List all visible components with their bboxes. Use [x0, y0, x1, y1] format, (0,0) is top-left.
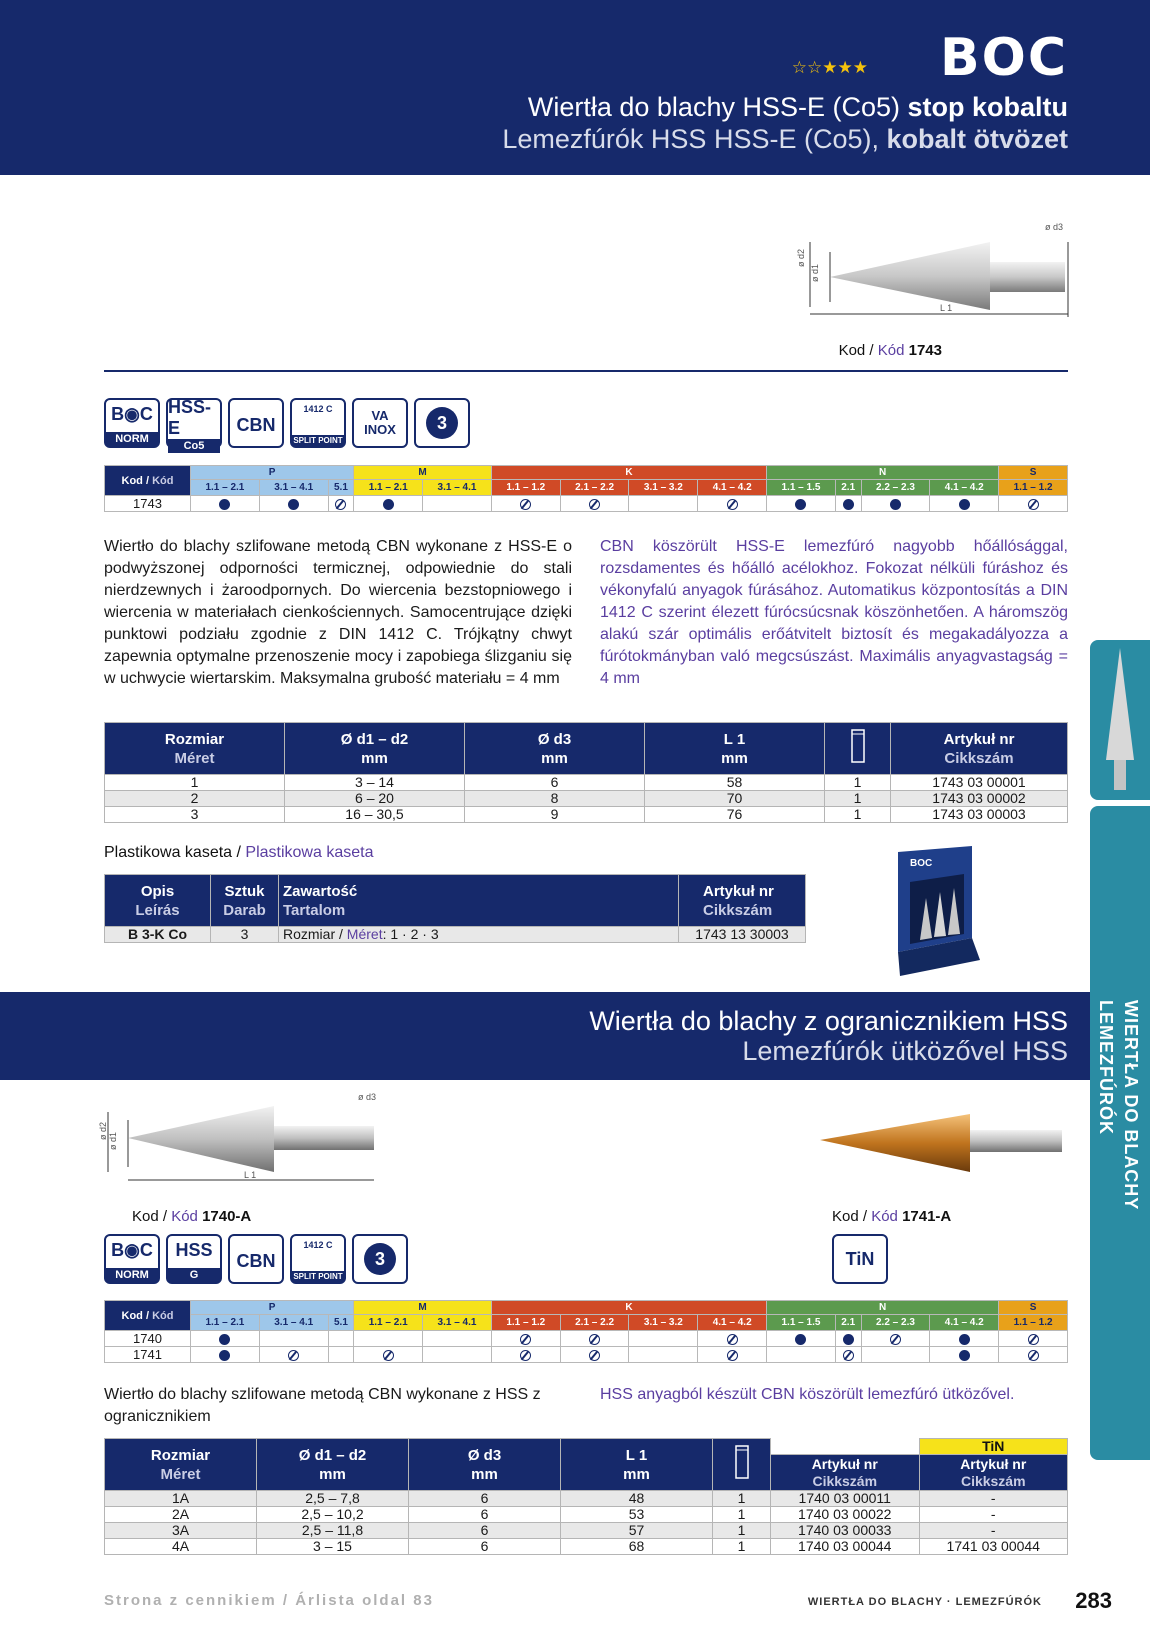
partial-suitability-icon	[589, 1350, 600, 1361]
full-suitability-icon	[959, 1334, 970, 1345]
partial-suitability-icon	[1028, 1350, 1039, 1361]
table-row: 1 3 – 14 6 58 1 1743 03 00001	[105, 775, 1068, 791]
package-icon	[825, 723, 891, 775]
partial-suitability-icon	[843, 1350, 854, 1361]
size-table-1743: Rozmiar Méret Ø d1 – d2 mm Ø d3 mm L 1 mm Artykuł nr Cikkszám 1 3 – 14 6 58 1 1743 03 00001 2 6 – 20 8 70 1 1743 03 00002 3 16 – 30,5 9 76 1 1743 03 00003	[104, 722, 1068, 823]
svg-text:ø d3: ø d3	[358, 1092, 377, 1102]
boc-norm-badge: B◉C NORM	[104, 398, 160, 448]
section2-title-hu: Lemezfúrók ütközővel HSS	[742, 1036, 1068, 1066]
material-table-1743: Kod / Kód P M K N S 1.1 – 2.1 3.1 – 4.1 5.1 1.1 – 2.1 3.1 – 4.1 1.1 – 1.2 2.1 – 2.2 3.1 – 3.2 4.1 – 4.2 1.1 – 1.5 2.1 2.2 – 2.3 4.1 – 4.2 1.1 – 1.2 1743	[104, 465, 1068, 512]
partial-suitability-icon	[520, 1350, 531, 1361]
table-row: 3 16 – 30,5 9 76 1 1743 03 00003	[105, 807, 1068, 823]
partial-suitability-icon	[727, 499, 738, 510]
partial-suitability-icon	[589, 499, 600, 510]
svg-text:ø d1: ø d1	[108, 1131, 118, 1150]
kaseta-table: Opis Leírás Sztuk Darab Zawartość Tartalom Artykuł nr Cikkszám B 3-K Co 3 Rozmiar / Méret: 1 · 2 · 3 1743 13 30003	[104, 874, 806, 943]
size-table-1740: Rozmiar Méret Ø d1 – d2 mm Ø d3 mm L 1 mm TiN Artykuł nr Cikkszám Artykuł nr Cikkszám 1A 2,5 – 7,8 6 48 1 1740 03 00011 - 2A 2,5 – 10,2 6 53 1 1740 03 00022 - 3A 2,5 – 11,8 6 57 1 1740 03 00033 - 4A 3 – 15 6 68 1 1740 03 00044 1741 03 00044	[104, 1438, 1068, 1555]
partial-suitability-icon	[288, 1350, 299, 1361]
partial-suitability-icon	[589, 1334, 600, 1345]
material-table-1740-1741: Kod / Kód P M K N S 1.1 – 2.1 3.1 – 4.1 5.1 1.1 – 2.1 3.1 – 4.1 1.1 – 1.2 2.1 – 2.2 3.1 – 3.2 4.1 – 4.2 1.1 – 1.5 2.1 2.2 – 2.3 4.1 – 4.2 1.1 – 1.2 1740 1741	[104, 1300, 1068, 1363]
table-row: B 3-K Co 3 Rozmiar / Méret: 1 · 2 · 3 1743 13 30003	[105, 927, 806, 943]
table-row: 2A 2,5 – 10,2 6 53 1 1740 03 00022 -	[105, 1507, 1068, 1523]
partial-suitability-icon	[520, 1334, 531, 1345]
side-tab-image	[1090, 640, 1150, 800]
split-point-badge: 1412 C SPLIT POINT	[290, 1234, 346, 1284]
full-suitability-icon	[890, 499, 901, 510]
partial-suitability-icon	[520, 499, 531, 510]
full-suitability-icon	[795, 1334, 806, 1345]
drill-diagram-1740	[98, 1092, 394, 1192]
table-row: 4A 3 – 15 6 68 1 1740 03 00044 1741 03 00044	[105, 1539, 1068, 1555]
full-suitability-icon	[795, 499, 806, 510]
cbn-badge: CBN	[228, 398, 284, 448]
hss-e-co5-badge: HSS-E Co5	[166, 398, 222, 448]
triangle-shank-badge: 3	[352, 1234, 408, 1284]
caption-1743: Kod / Kód 1743	[838, 342, 942, 359]
table-row: 3A 2,5 – 11,8 6 57 1 1740 03 00033 -	[105, 1523, 1068, 1539]
package-icon	[713, 1439, 771, 1491]
title-pl: Wiertła do blachy HSS-E (Co5) stop kobaltu	[527, 92, 1068, 122]
triangle-shank-badge: 3	[414, 398, 470, 448]
divider	[104, 370, 1068, 372]
footer-section: WIERTŁA DO BLACHY · LEMEZFÚRÓK	[807, 1596, 1042, 1608]
material-row-1741: 1741	[105, 1347, 1068, 1363]
full-suitability-icon	[383, 499, 394, 510]
section2-title-pl: Wiertła do blachy z ogranicznikiem HSS	[589, 1006, 1068, 1036]
boc-norm-badge: B◉C NORM	[104, 1234, 160, 1284]
page-number: 283	[1075, 1588, 1112, 1613]
va-inox-badge: VA INOX	[352, 398, 408, 448]
kaseta-box-image	[880, 842, 990, 980]
partial-suitability-icon	[335, 499, 346, 510]
table-row: 2 6 – 20 8 70 1 1743 03 00002	[105, 791, 1068, 807]
material-row-1740: 1740	[105, 1331, 1068, 1347]
description-hu: CBN köszörült HSS-E lemezfúró nagyobb hőállósággal, rozsdamentes és hőálló acélokhoz. Fokozat nélküli fúráshoz és vékonyfalú anyagok fúrásához. Automatikus központosítás a DIN 1412 C szerint élezett fúrócsúcsnak köszönhetően. A háromszög alakú szár optimális erőátvitelt biztosít és megakadályozza a fúrótokmányban való megcsúszást. Maximális anyagvastagság = 4 mm	[600, 538, 1068, 687]
description2-hu: HSS anyagból készült CBN köszörült lemezfúró ütközővel.	[600, 1386, 1015, 1403]
side-tab-label-hu: LEMEZFÚRÓK	[1096, 1000, 1116, 1135]
partial-suitability-icon	[1028, 1334, 1039, 1345]
drill-diagram-1743	[796, 222, 1075, 330]
svg-text:L 1: L 1	[244, 1170, 257, 1180]
title-hu: Lemezfúrók HSS HSS-E (Co5), kobalt ötvözet	[502, 124, 1068, 154]
tin-coating-badge: TiN	[832, 1234, 888, 1284]
boc-logo: BOC	[939, 28, 1068, 88]
material-row-1743: 1743	[105, 496, 1068, 512]
drill-image-1741-tin	[820, 1112, 1070, 1182]
label-l1: L 1	[940, 303, 953, 313]
side-tab-label-pl: WIERTŁA DO BLACHY	[1121, 1000, 1141, 1211]
label-d1: ø d1	[810, 263, 820, 282]
full-suitability-icon	[843, 499, 854, 510]
kaseta-title: Plastikowa kaseta / Plastikowa kaseta	[104, 844, 374, 861]
tin-header: TiN	[919, 1439, 1068, 1455]
partial-suitability-icon	[727, 1334, 738, 1345]
kod-header: Kod / Kód	[105, 466, 191, 496]
full-suitability-icon	[959, 499, 970, 510]
partial-suitability-icon	[727, 1350, 738, 1361]
svg-text:ø d2: ø d2	[98, 1121, 108, 1140]
partial-suitability-icon	[1028, 499, 1039, 510]
full-suitability-icon	[959, 1350, 970, 1361]
description-pl: Wiertło do blachy szlifowane metodą CBN wykonane z HSS-E o podwyższonej odporności termicznej, odpowiednie do stali nierdzewnych i żaroodpornych. Do wiercenia bezstopniowego i wiercenia w materiałach cienkościennych. Samocentrujące dzięki punktowi podziału zgodnie z DIN 1412 C. Trójkątny chwyt zapewnia optymalne przenoszenie mocy i zapobiega ślizganiu się w uchwycie wiertarskim. Maksymalna grubość materiału = 4 mm	[104, 538, 572, 687]
full-suitability-icon	[843, 1334, 854, 1345]
footer-pricelist: Strona z cennikiem / Árlista oldal 83	[104, 1592, 434, 1609]
full-suitability-icon	[219, 1334, 230, 1345]
table-row: 1A 2,5 – 7,8 6 48 1 1740 03 00011 -	[105, 1491, 1068, 1507]
full-suitability-icon	[219, 1350, 230, 1361]
full-suitability-icon	[288, 499, 299, 510]
partial-suitability-icon	[383, 1350, 394, 1361]
box-logo: BOC	[910, 858, 933, 869]
partial-suitability-icon	[890, 1334, 901, 1345]
caption-1741: Kod / Kód 1741-A	[832, 1208, 952, 1225]
full-suitability-icon	[219, 499, 230, 510]
hss-g-badge: HSS G	[166, 1234, 222, 1284]
label-d2: ø d2	[796, 248, 806, 267]
label-d3: ø d3	[1045, 222, 1064, 232]
description2-pl: Wiertło do blachy szlifowane metodą CBN wykonane z HSS z ogranicznikiem	[104, 1386, 541, 1425]
caption-1740: Kod / Kód 1740-A	[132, 1208, 252, 1225]
cbn-badge: CBN	[228, 1234, 284, 1284]
split-point-badge: 1412 C SPLIT POINT	[290, 398, 346, 448]
quality-stars: ☆☆★★★	[791, 58, 868, 77]
